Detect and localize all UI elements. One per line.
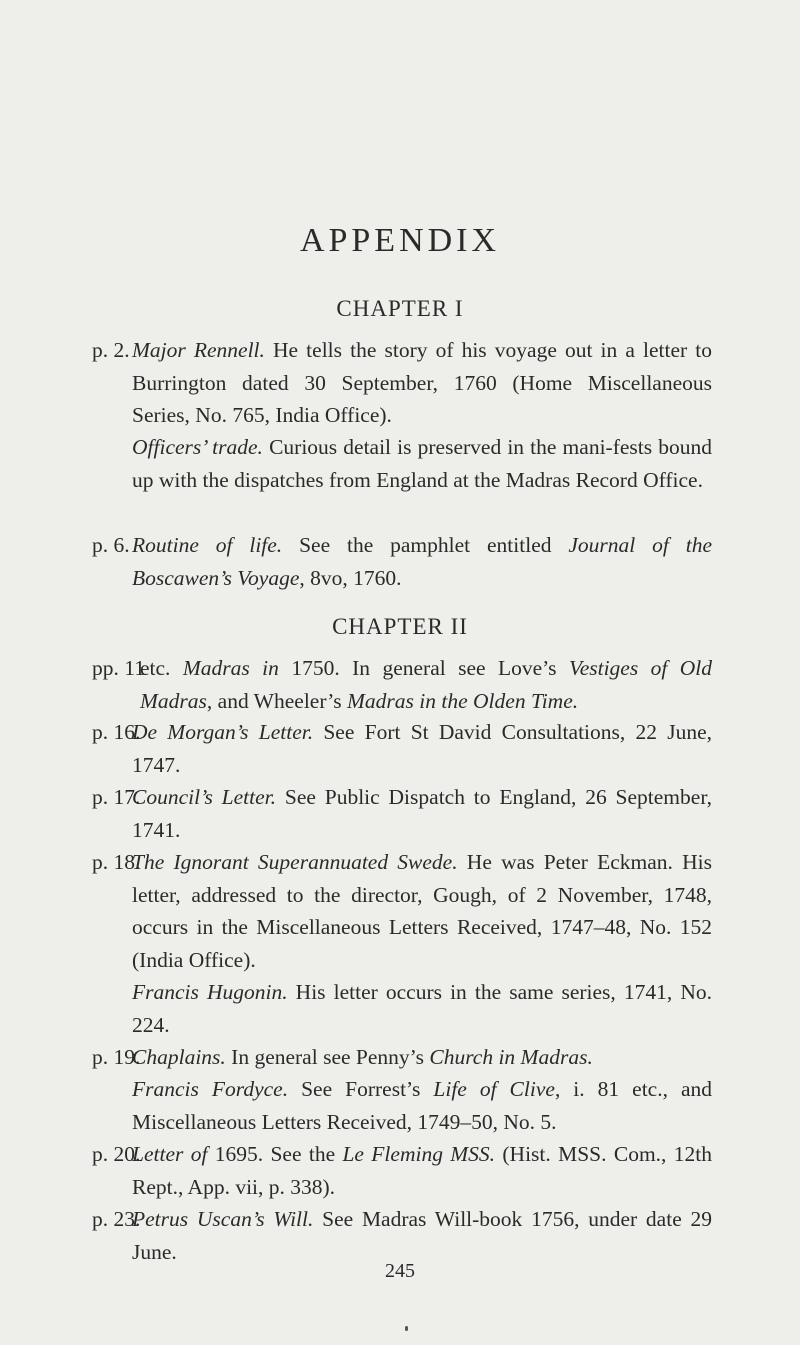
entry-title-2: Journal of the Boscawen’s Voyage — [132, 533, 713, 590]
entry-body — [132, 334, 712, 432]
entry-title: De Morgan’s Letter. — [132, 720, 314, 744]
entry-p17 — [92, 781, 712, 846]
page-ref: p. 19. — [92, 1045, 141, 1069]
entry-text-2: , 8vo, 1760. — [299, 565, 402, 590]
entry-p2 — [92, 334, 712, 432]
chapter-heading: CHAPTER I — [336, 296, 464, 321]
entry-body — [132, 846, 712, 976]
page-ref: p. 17. — [92, 785, 141, 809]
entry-title-2: Vestiges of Old Madras — [140, 656, 713, 713]
entry-text-2: , i. 81 etc., and Miscellaneous Letters Received, 1749–50, No. 5. — [132, 1077, 713, 1134]
entry-title-3: Madras in the Olden Time. — [347, 688, 579, 713]
entry-p19 — [92, 1041, 712, 1074]
entry-title: Francis Fordyce. — [132, 1077, 289, 1101]
entry-title: Madras in — [182, 656, 279, 680]
page-ref: p. 2. — [92, 338, 130, 362]
entry-officers-trade — [132, 431, 712, 496]
entry-text-2: , and Wheeler’s — [206, 688, 348, 713]
entry-p6 — [92, 529, 712, 594]
entry-body — [132, 1041, 712, 1074]
entry-text-2: (Hist. MSS. Com., 12th Rept., App. vii, p. 338). — [132, 1142, 712, 1199]
entry-title-2: Le Fleming MSS. — [342, 1142, 496, 1166]
entry-text: He tells the story of his voyage out in a letter to Burrington dated 30 September, 1760 (Home Miscellaneous Series, No. 765, India Office). — [132, 338, 712, 427]
page-ref: p. 18. — [92, 850, 141, 874]
entry-text: His letter occurs in the same series, 1741, No. 224. — [132, 980, 712, 1037]
entry-title: Council’s Letter. — [132, 785, 277, 809]
entry-title: Francis Hugonin. — [132, 980, 288, 1004]
entry-p20 — [92, 1138, 712, 1203]
page-ref: p. 6. — [92, 533, 130, 557]
entry-p23 — [92, 1203, 712, 1268]
chapter-heading: CHAPTER II — [332, 614, 468, 639]
entry-title: Chaplains. — [132, 1045, 226, 1069]
entry-text: See Fort St David Consultations, 22 June, 1747. — [132, 720, 713, 777]
entry-title: Routine of life. — [132, 533, 283, 557]
paper-speck — [405, 1326, 408, 1331]
page-ref: p. 23. — [92, 1207, 141, 1231]
entry-pp11 — [92, 652, 712, 717]
entry-body — [132, 716, 712, 781]
entry-title: Letter of — [132, 1142, 208, 1166]
entry-text: See the pamphlet entitled — [282, 533, 569, 557]
entry-body — [132, 1138, 712, 1203]
page-ref: p. 20. — [92, 1142, 141, 1166]
entry-title: Petrus Uscan’s Will. — [132, 1207, 314, 1231]
page-number: 245 — [385, 1260, 415, 1282]
entry-text: In general see Penny’s — [225, 1045, 430, 1069]
entry-title-2: Church in Madras. — [429, 1045, 593, 1069]
entry-text: See Public Dispatch to England, 26 September, 1741. — [132, 785, 713, 842]
appendix-heading: APPENDIX — [299, 222, 501, 259]
entry-body — [132, 529, 712, 594]
page-ref: pp. 11 — [92, 656, 145, 680]
entry-fordyce — [132, 1073, 712, 1138]
entry-hugonin — [132, 976, 712, 1041]
entry-text: 1695. See the — [207, 1142, 343, 1166]
entry-title-2: Life of Clive — [433, 1077, 555, 1101]
entry-text: See Forrest’s — [288, 1077, 434, 1101]
entry-text: He was Peter Eckman. His letter, addressed to the director, Gough, of 2 November, 1748, occurs in the Miscellaneous Letters Received, 1747–48, No. 152 (India Office). — [132, 850, 712, 972]
page-ref: p. 16. — [92, 720, 141, 744]
entry-body — [132, 1203, 712, 1268]
entry-p16 — [92, 716, 712, 781]
entry-text: See Madras Will-book 1756, under date 29 June. — [132, 1207, 713, 1264]
entry-text: 1750. In general see Love’s — [278, 656, 569, 680]
entry-title: The Ignorant Superannuated Swede. — [132, 850, 458, 874]
entry-body — [132, 781, 712, 846]
entry-p18 — [92, 846, 712, 976]
entry-title: Major Rennell. — [132, 338, 265, 362]
entry-text: Curious detail is preserved in the mani-fests bound up with the dispatches from England at the Madras Record Office. — [132, 435, 712, 492]
entry-title: Officers’ trade. — [132, 435, 263, 459]
entry-body — [140, 652, 712, 717]
entry-text-pre: etc. — [140, 656, 183, 680]
